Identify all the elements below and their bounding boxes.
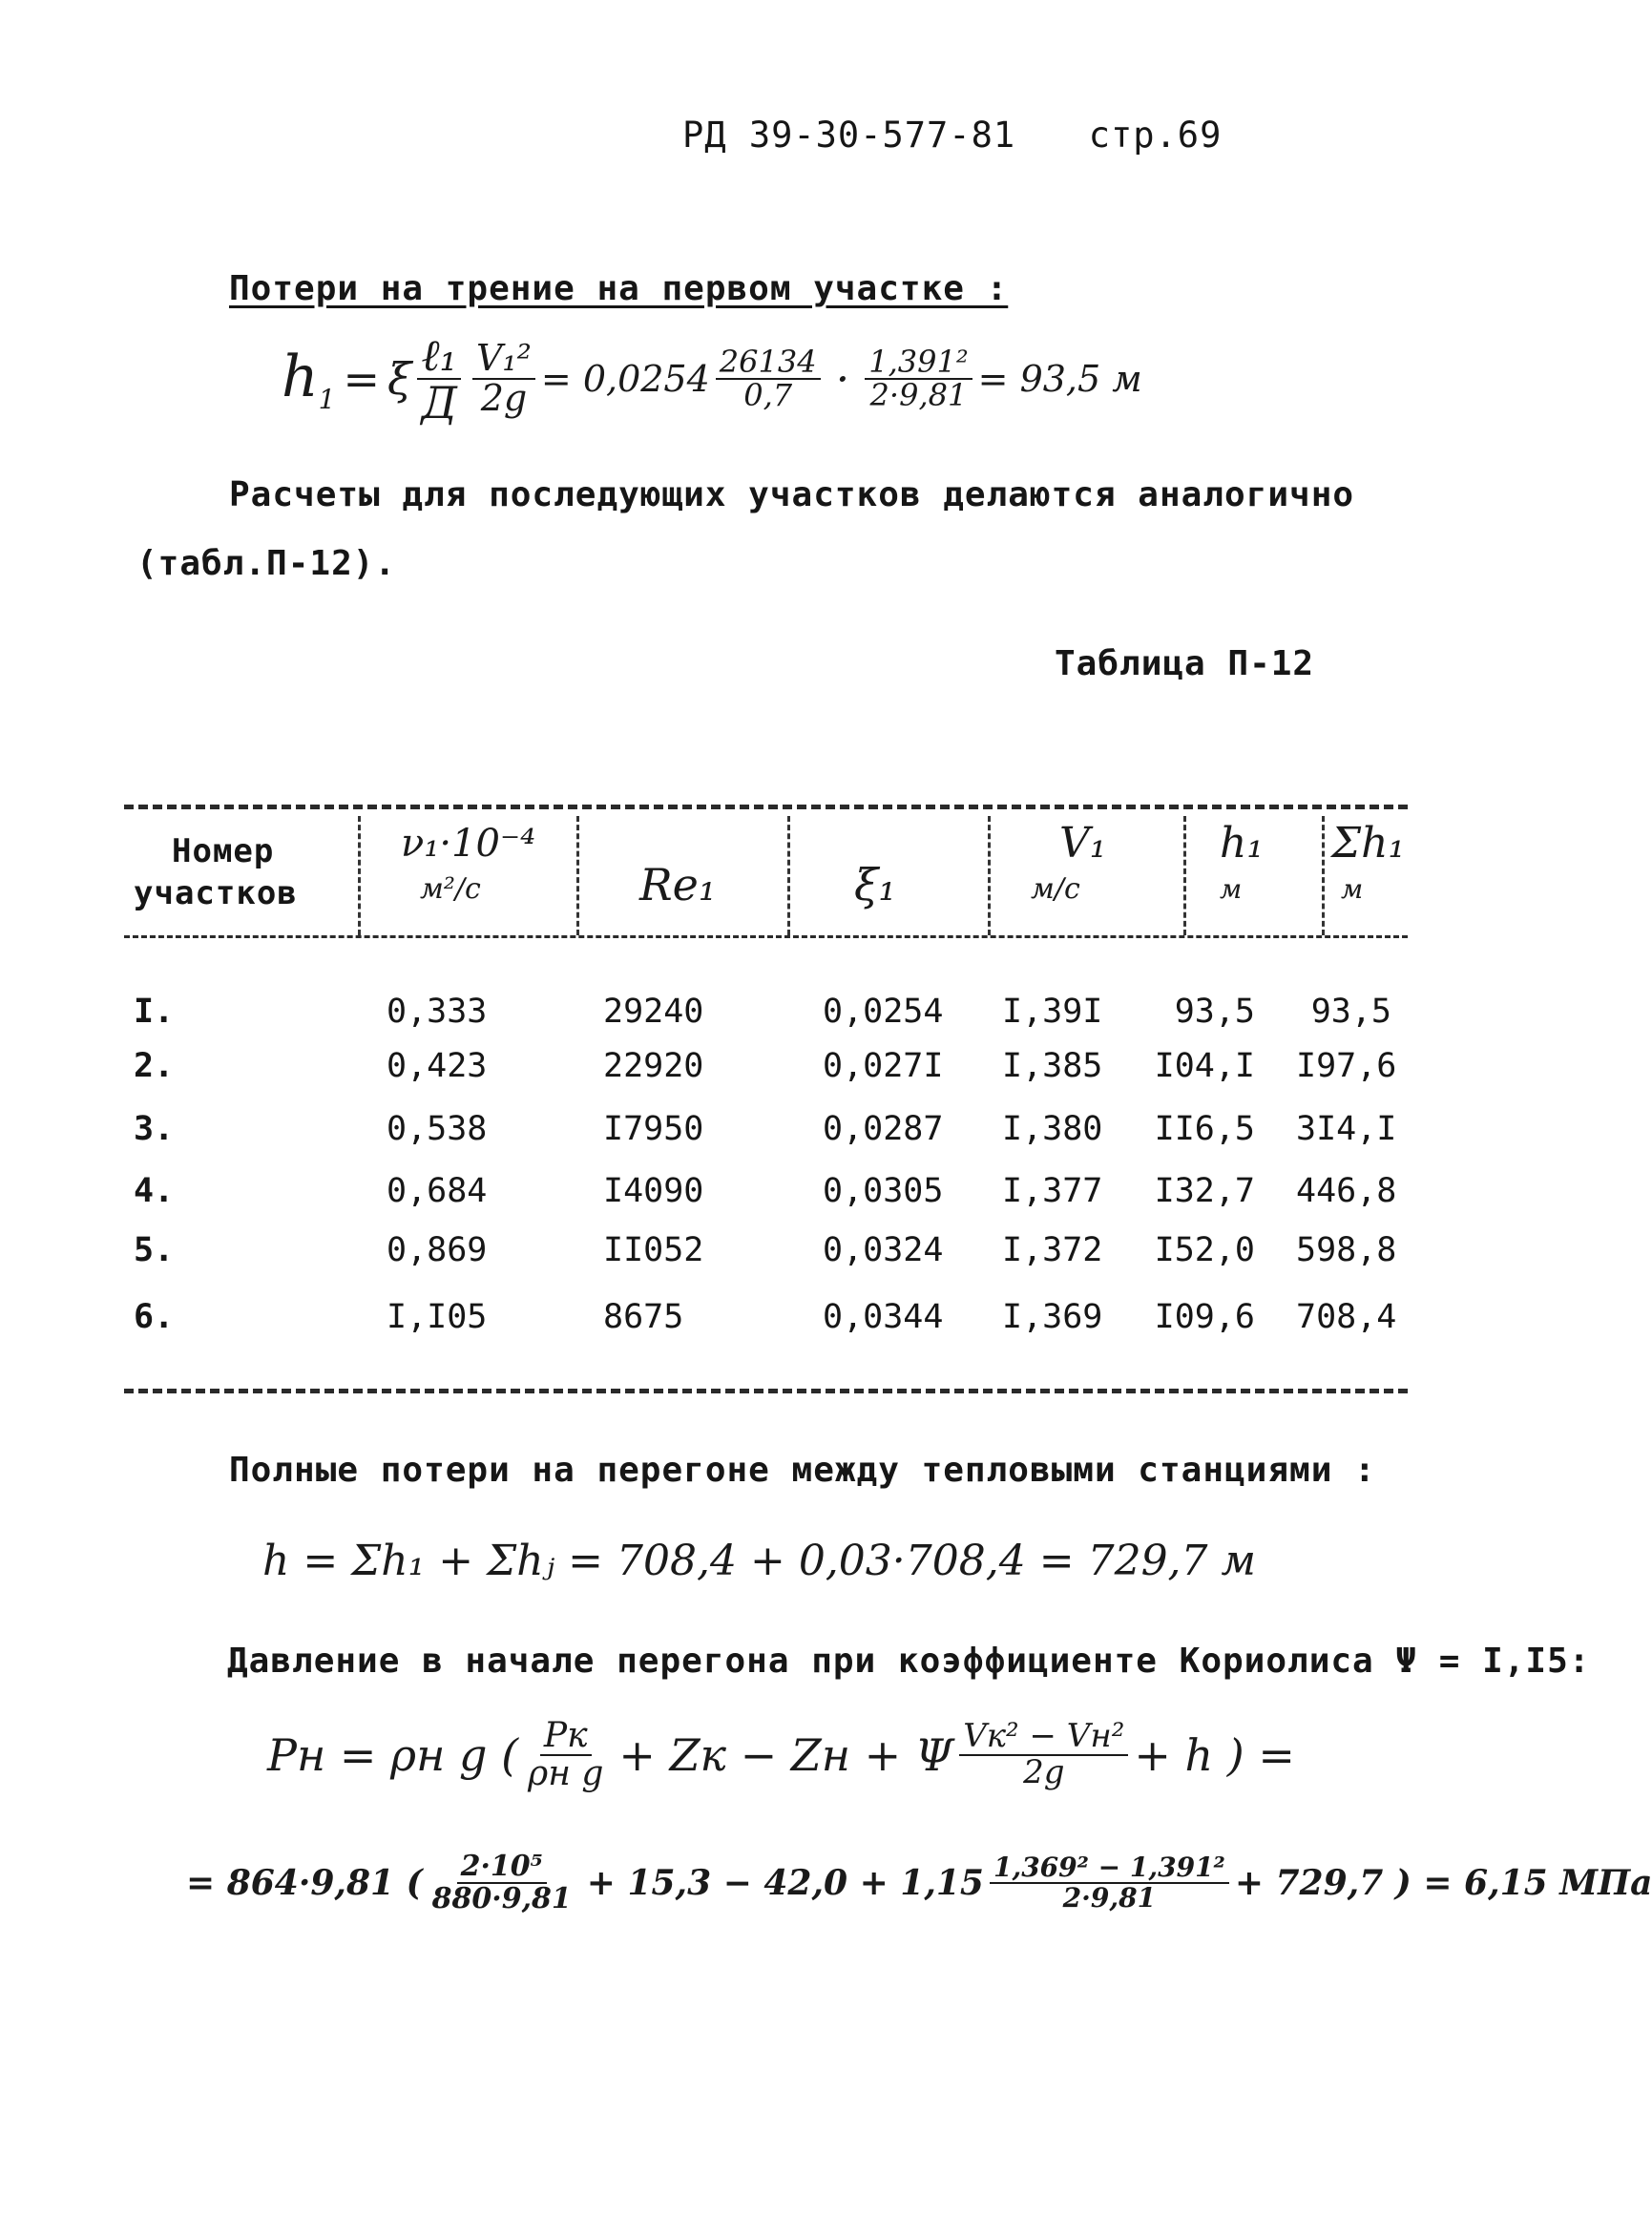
formula-lhs: $h_1$ <box>282 343 336 415</box>
formula-friction-loss: $h_1$ = ξ $\frac{\text{ℓ₁}}{Д}$ $\frac{\text{V₁²}}{2g}$ = 0,0254 $\frac{26134}{0,7}$ · $\frac{\text{1,391²}}{2\cdot 9,81}$ = 93,5 м <box>282 329 1142 429</box>
cell-head-loss: II6,5 <box>1154 1110 1255 1148</box>
cell-cumulative-head-loss: 708,4 <box>1296 1298 1397 1336</box>
cell-cumulative-head-loss: 3I4,I <box>1296 1110 1397 1148</box>
fraction-pressure-ratio: $\frac{Pк}{\text{ρн g}}$ <box>528 1716 604 1793</box>
cell-head-loss: I04,I <box>1154 1047 1255 1085</box>
note-text-line1: Расчеты для последующих участков делаются аналогично <box>229 475 1355 514</box>
cell-reynolds: I7950 <box>603 1110 704 1148</box>
page-header <box>682 115 1222 156</box>
fraction-velocity-head: $\frac{\text{V₁²}}{2g}$ <box>472 340 535 418</box>
header-viscosity: ν₁·10⁻⁴ м²/с <box>401 822 536 906</box>
header-head-loss: h₁ м <box>1220 819 1264 905</box>
cell-velocity: I,369 <box>1002 1298 1103 1336</box>
cell-friction-coefficient: 0,0324 <box>823 1231 944 1269</box>
cell-number: 4. <box>134 1172 175 1210</box>
cell-number: 3. <box>134 1110 175 1148</box>
column-separator <box>1183 816 1186 935</box>
cell-friction-coefficient: 0,027I <box>823 1047 944 1085</box>
cell-number: 6. <box>134 1298 175 1336</box>
cell-head-loss: 93,5 <box>1174 993 1255 1031</box>
cell-cumulative-head-loss: 598,8 <box>1296 1231 1397 1269</box>
section-heading-friction: Потери на трение на первом участке : <box>229 269 1009 308</box>
column-separator <box>576 816 579 935</box>
header-reynolds: Re₁ <box>639 859 717 910</box>
cell-velocity: I,372 <box>1002 1231 1103 1269</box>
fraction-length-diameter: $\frac{\text{ℓ₁}}{Д}$ <box>417 332 461 427</box>
section-heading-pressure: Давление в начале перегона при коэффициенте Кориолиса Ψ = I,I5: <box>227 1642 1591 1681</box>
cell-friction-coefficient: 0,0254 <box>823 993 944 1031</box>
cell-number: 2. <box>134 1047 175 1085</box>
header-friction-coefficient: ξ₁ <box>854 859 896 910</box>
cell-viscosity: I,I05 <box>387 1298 488 1336</box>
table-caption: Таблица П-12 <box>1055 644 1315 683</box>
cell-head-loss: I09,6 <box>1154 1298 1255 1336</box>
column-separator <box>358 816 361 935</box>
cell-friction-coefficient: 0,0344 <box>823 1298 944 1336</box>
fraction-velocity-values: $\frac{\text{1,391²}}{2\cdot 9,81}$ <box>865 346 972 412</box>
cell-viscosity: 0,869 <box>387 1231 488 1269</box>
cell-velocity: I,377 <box>1002 1172 1103 1210</box>
column-separator <box>1322 816 1325 935</box>
cell-viscosity: 0,423 <box>387 1047 488 1085</box>
header-cumulative-head-loss: Σh₁ м <box>1331 819 1406 905</box>
cell-cumulative-head-loss: I97,6 <box>1296 1047 1397 1085</box>
cell-viscosity: 0,333 <box>387 993 488 1031</box>
cell-head-loss: I32,7 <box>1154 1172 1255 1210</box>
fraction-velocity-values-difference: $\frac{\text{1,369² − 1,391²}}{2\cdot 9,81}$ <box>990 1853 1229 1912</box>
document-code: РД 39-30-577-81 <box>682 115 1016 156</box>
formula-pressure-general: Pн = ρн g ( $\frac{Pк}{\text{ρн g}}$ + Zк − Zн + Ψ $\frac{\text{Vк² − Vн²}}{2g}$ + h ) = <box>267 1716 1295 1793</box>
table-header-rule <box>124 935 1408 938</box>
table-top-rule <box>124 805 1408 809</box>
cell-reynolds: 8675 <box>603 1298 684 1336</box>
cell-reynolds: 29240 <box>603 993 704 1031</box>
cell-number: 5. <box>134 1231 175 1269</box>
formula-pressure-values: = 864·9,81 ( $\frac{\text{2·10⁵}}{880\cdot 9,81}$ + 15,3 − 42,0 + 1,15 $\frac{\text{1,369² − 1,391²}}{2\cdot 9,81}$ + 729,7 ) = 6,15 МПа <box>186 1850 1652 1915</box>
cell-friction-coefficient: 0,0305 <box>823 1172 944 1210</box>
header-velocity: V₁ м/с <box>1031 819 1107 906</box>
fraction-length-values: $\frac{26134}{0,7}$ <box>716 346 821 412</box>
cell-cumulative-head-loss: 446,8 <box>1296 1172 1397 1210</box>
cell-velocity: I,39I <box>1002 993 1103 1031</box>
cell-velocity: I,380 <box>1002 1110 1103 1148</box>
fraction-velocity-difference: $\frac{\text{Vк² − Vн²}}{2g}$ <box>959 1720 1128 1789</box>
note-text-line2: (табл.П-12). <box>136 544 397 583</box>
column-separator <box>787 816 790 935</box>
page-number: стр.69 <box>1088 115 1223 156</box>
cell-viscosity: 0,538 <box>387 1110 488 1148</box>
cell-reynolds: 22920 <box>603 1047 704 1085</box>
cell-friction-coefficient: 0,0287 <box>823 1110 944 1148</box>
cell-number: I. <box>134 993 175 1031</box>
formula-total-losses: h = Σh₁ + Σhⱼ = 708,4 + 0,03·708,4 = 729,7 м <box>262 1537 1257 1585</box>
fraction-pressure-values: $\frac{\text{2·10⁵}}{880\cdot 9,81}$ <box>431 1850 572 1915</box>
column-separator <box>988 816 991 935</box>
cell-cumulative-head-loss: 93,5 <box>1310 993 1391 1031</box>
section-heading-total-losses: Полные потери на перегоне между тепловыми станциями : <box>229 1451 1376 1490</box>
cell-reynolds: I4090 <box>603 1172 704 1210</box>
cell-velocity: I,385 <box>1002 1047 1103 1085</box>
table-bottom-rule <box>124 1389 1408 1393</box>
header-section-number: Номер участков <box>134 832 298 912</box>
cell-viscosity: 0,684 <box>387 1172 488 1210</box>
cell-head-loss: I52,0 <box>1154 1231 1255 1269</box>
cell-reynolds: II052 <box>603 1231 704 1269</box>
